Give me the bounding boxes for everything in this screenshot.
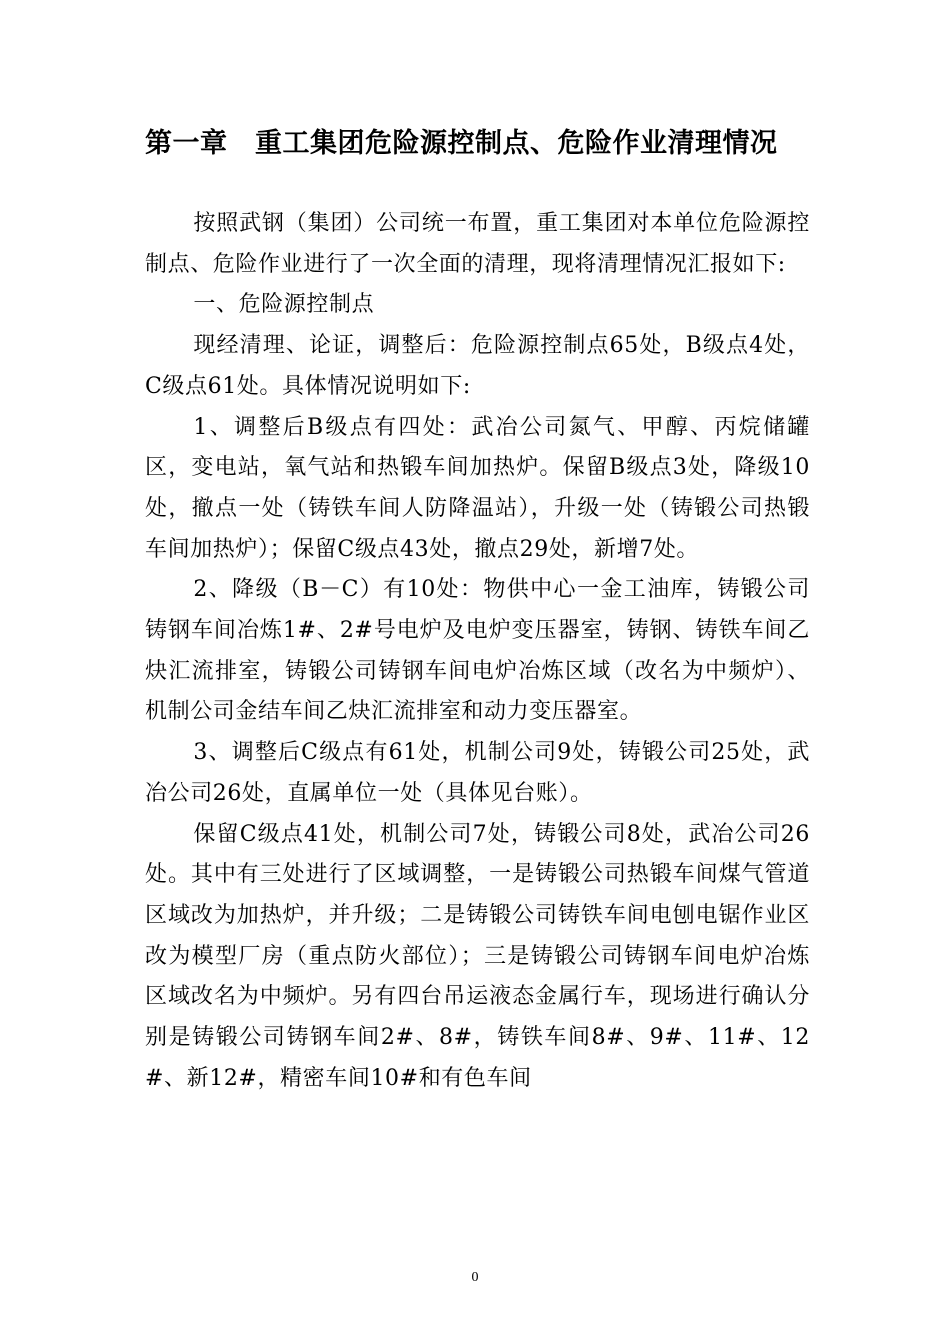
paragraph-item-2: 2、降级（B－C）有10处：物供中心一金工油库，铸锻公司铸钢车间冶炼1#、2#号电炉及电炉变压器室，铸钢、铸铁车间乙炔汇流排室，铸锻公司铸钢车间电炉冶炼区域（改名为中频炉）、机制公司金结车间乙炔汇流排室和动力变压器室。 (145, 577, 810, 725)
paragraph-summary: 现经清理、论证，调整后：危险源控制点65处，B级点4处，C级点61处。具体情况说明如下: (145, 333, 810, 399)
paragraph-retained-c-points: 保留C级点41处，机制公司7处，铸锻公司8处，武冶公司26处。其中有三处进行了区域调整，一是铸锻公司热锻车间煤气管道区域改为加热炉，并升级；二是铸锻公司铸铁车间电刨电锯作业区改为模型厂房（重点防火部位）；三是铸锻公司铸钢车间电炉冶炼区域改名为中频炉。另有四台吊运液态金属行车，现场进行确认分别是铸锻公司铸钢车间2#、8#，铸铁车间8#、9#、11#、12#、新12#，精密车间10#和有色车间 (145, 821, 810, 1091)
chapter-title: 第一章 重工集团危险源控制点、危险作业清理情况 (145, 128, 778, 159)
page-number: 0 (471, 1270, 479, 1285)
paragraph-item-1: 1、调整后B级点有四处：武冶公司氮气、甲醇、丙烷储罐区，变电站，氧气站和热锻车间加热炉。保留B级点3处，降级10处，撤点一处（铸铁车间人防降温站），升级一处（铸锻公司热锻车间加热炉）；保留C级点43处，撤点29处，新增7处。 (145, 414, 810, 562)
paragraph-intro: 按照武钢（集团）公司统一布置，重工集团对本单位危险源控制点、危险作业进行了一次全面的清理，现将清理情况汇报如下: (145, 211, 810, 277)
paragraph-item-3: 3、调整后C级点有61处，机制公司9处，铸锻公司25处，武冶公司26处，直属单位一处（具体见台账）。 (145, 740, 810, 806)
section-heading-hazard-points: 一、危险源控制点 (193, 292, 375, 318)
body-text (145, 204, 810, 1099)
